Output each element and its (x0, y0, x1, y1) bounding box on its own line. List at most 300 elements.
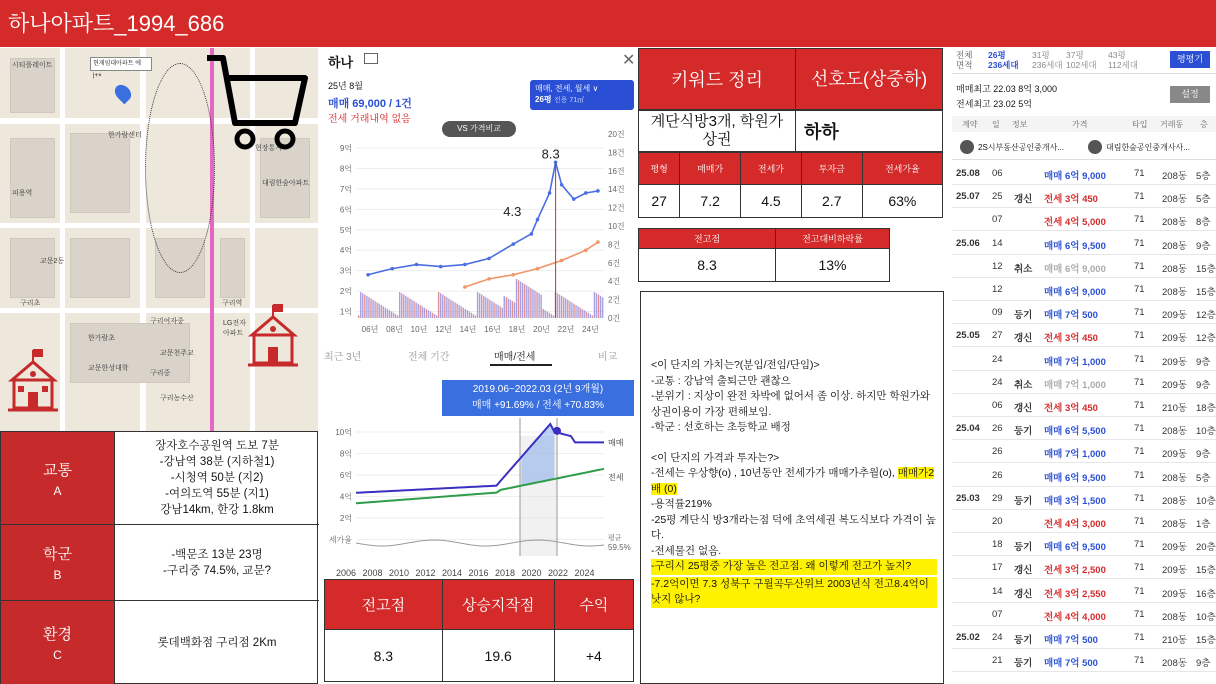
cell-d: 26 (992, 469, 1003, 481)
cell-b: 209동 (1162, 379, 1188, 391)
data-point (596, 189, 600, 193)
cell-d: 27 (992, 330, 1003, 342)
volume-bar (495, 304, 496, 318)
location-table (0, 431, 318, 684)
growth-tooltip: 2019.06~2022.03 (2년 9개월) 매매 +91.69% / 전세 +70.83% (442, 380, 634, 416)
row-detail: 장자호수공원역 도보 7분 -강남역 38분 (지하철1) -시청역 50분 (지2) -여의도역 55분 (지1) 강남14km, 한강 1.8km (114, 432, 319, 524)
cell-p: 전세 3억 450 (1044, 194, 1098, 206)
volume-bar (391, 312, 392, 319)
data-point (415, 263, 419, 267)
volume-bar (383, 306, 384, 318)
cell-i: 등기 (1014, 635, 1033, 646)
volume-bar (374, 301, 375, 318)
table-row[interactable] (952, 417, 1216, 440)
map-label: 교문한성대학 (88, 365, 129, 372)
note-line: -전세는 우상향(o) , 10년동안 전세가가 매매가추월(o), 매매가2배 (0) (651, 467, 935, 495)
cell-b: 208동 (1162, 658, 1188, 670)
cell-d: 06 (992, 400, 1003, 411)
cell-f: 5층 (1196, 194, 1211, 206)
x-tick-label: 2008 (362, 568, 383, 578)
y2-tick-label: 14건 (608, 185, 625, 195)
volume-bar (551, 314, 552, 318)
volume-bar (461, 306, 462, 318)
cell-f: 9층 (1196, 449, 1211, 461)
table-row[interactable] (952, 324, 1216, 347)
y2-tick-label: 2건 (608, 295, 621, 305)
cell-m: 25.03 (956, 492, 980, 504)
volume-bar (586, 312, 587, 319)
cell-i: 취소 (1014, 263, 1033, 275)
volume-bar (518, 280, 519, 318)
x-tick-label: 2022 (547, 568, 569, 578)
volume-bar (368, 297, 369, 318)
cell-f: 18층 (1196, 403, 1216, 414)
cell-f: 5층 (1196, 472, 1211, 484)
x-tick-label: 12년 (435, 325, 452, 334)
volume-bar (565, 299, 566, 319)
map-icon[interactable] (364, 53, 378, 64)
cell-t: 71 (1134, 608, 1145, 620)
volume-bar (538, 293, 539, 318)
area-tab[interactable]: 31평 236세대 (1032, 50, 1063, 70)
data-point (366, 273, 370, 277)
volume-bar (579, 308, 580, 318)
volume-bar (532, 289, 533, 318)
cell-d: 20 (992, 516, 1003, 527)
x-tick-label: 2012 (415, 568, 436, 578)
cell-b: 209동 (1162, 565, 1188, 577)
row-head: 교통 A (1, 432, 114, 524)
cell-i: 갱신 (1014, 194, 1033, 206)
map-pin-icon[interactable] (112, 82, 135, 105)
volume-bar (540, 295, 541, 318)
row-detail: -백문조 13분 23명 -구리중 74.5%, 교문? (114, 525, 319, 600)
cell-d: 24 (992, 632, 1003, 643)
volume-bar (563, 297, 564, 318)
table-row[interactable] (952, 533, 1216, 556)
volume-bar (471, 313, 472, 318)
table-row[interactable] (952, 440, 1216, 463)
area-tab-active[interactable]: 26평 236세대 (988, 50, 1019, 70)
row-head: 환경 C (1, 601, 114, 684)
cell-b: 209동 (1162, 310, 1188, 322)
y2-tick-label: 18건 (608, 148, 625, 158)
peak-header: 전고점 (639, 229, 776, 249)
table-row[interactable] (952, 185, 1216, 208)
row-head: 학군 B (1, 525, 114, 600)
volume-bar (575, 305, 576, 318)
y-tick-label: 5억 (339, 225, 352, 235)
cell-d: 17 (992, 562, 1003, 574)
volume-bar (454, 302, 455, 318)
table-row[interactable] (952, 603, 1216, 626)
volume-bar (516, 279, 517, 318)
volume-bar (442, 295, 443, 318)
stat-header: 전세가 (741, 153, 802, 185)
stats-table (638, 152, 943, 218)
returns-table (324, 579, 634, 682)
cell-b: 210동 (1162, 635, 1188, 646)
volume-bar (397, 315, 398, 318)
y-tick-label: 8억 (339, 164, 352, 174)
area-tabs (952, 48, 1216, 74)
volume-bar (506, 297, 507, 318)
cell-f: 15층 (1196, 287, 1216, 298)
volume-bar (407, 297, 408, 318)
volume-bar (385, 308, 386, 318)
x-tick-label: 06년 (361, 325, 379, 334)
cell-f: 10층 (1196, 426, 1216, 438)
tab-all-period[interactable]: 전체 기간 (408, 352, 450, 363)
data-point (548, 191, 552, 195)
volume-bar (405, 296, 406, 318)
volume-bar (417, 304, 418, 318)
jeonse-summary: 전세 거래내역 없음 (328, 114, 411, 125)
ratio-line (356, 540, 604, 546)
x-tick-label: 24년 (582, 325, 599, 334)
volume-bar (479, 293, 480, 318)
cell-p: 매매 6억 5,500 (1044, 426, 1106, 438)
volume-bar (467, 310, 468, 318)
series-line-sale (368, 162, 598, 274)
cell-p: 매매 7억 500 (1044, 310, 1098, 322)
volume-bar (403, 295, 404, 318)
volume-bar (446, 297, 447, 318)
cell-i: 갱신 (1014, 565, 1033, 577)
note-line: -25평 계단식 방3개라는점 덕에 초역세권 복도식보다 가격이 높다. (651, 513, 936, 541)
data-point (584, 191, 588, 195)
cell-m: 25.02 (956, 632, 980, 643)
cell-b: 208동 (1162, 263, 1188, 275)
ratio-value: 59.5% (608, 543, 631, 552)
y2-tick-label: 6건 (608, 258, 621, 268)
y-tick-label: 4억 (339, 492, 352, 502)
cell-p: 전세 3억 2,550 (1044, 588, 1106, 600)
legend-jeonse: 전세 (608, 473, 624, 483)
filter-button[interactable]: 평평기 (1170, 51, 1210, 68)
map-label: 대림한숲아파트 (262, 180, 310, 187)
cell-d: 12 (992, 284, 1003, 295)
data-point (584, 248, 588, 252)
volume-bar (393, 313, 394, 318)
peak-header: 전고대비하락률 (776, 229, 890, 249)
row-detail: 롯데백화점 구리점 2Km (114, 601, 319, 684)
stat-value: 63% (862, 185, 942, 218)
cell-d: 18 (992, 539, 1003, 551)
volume-bar (362, 293, 363, 318)
table-row[interactable] (952, 464, 1216, 487)
table-row[interactable] (952, 301, 1216, 324)
volume-bar (395, 314, 396, 318)
tab-sale-jeonse[interactable]: 매매/전세 (494, 352, 536, 363)
volume-bar (592, 315, 593, 318)
note-line: -분위기 : 지상이 완전 차박에 없어서 좀 이상. 하지만 학원가와상권이용이 가장 편해보임. (651, 390, 931, 418)
volume-bar (567, 300, 568, 318)
table-row[interactable] (952, 394, 1216, 417)
data-point (511, 242, 515, 246)
volume-bar (420, 305, 421, 318)
cell-t: 71 (1134, 168, 1145, 179)
volume-bar (553, 315, 554, 318)
map-view[interactable] (0, 48, 318, 431)
tab-recent-3y[interactable]: 최근 3년 (324, 352, 362, 363)
cell-p: 전세 4억 3,000 (1044, 519, 1106, 530)
price-chart-panel (320, 48, 638, 373)
type-selector[interactable]: 매매, 전세, 월세 ∨ 26평 전용 71㎡ (530, 80, 634, 110)
volume-bar (387, 309, 388, 318)
cell-b: 210동 (1162, 403, 1188, 414)
table-row[interactable] (952, 487, 1216, 510)
table-row[interactable] (952, 371, 1216, 394)
table-row[interactable] (952, 208, 1216, 231)
volume-bar (536, 292, 537, 318)
area-tab[interactable]: 43평 112세대 (1108, 50, 1138, 70)
gain-area (521, 424, 554, 486)
volume-bar (577, 306, 578, 318)
y-tick-label: 세가율 (328, 535, 352, 545)
agent-name[interactable]: 대림한숲공인중개사사... (1106, 143, 1190, 152)
data-point (536, 267, 540, 271)
school-icon (248, 303, 298, 371)
cell-p: 매매 7억 1,000 (1044, 449, 1106, 461)
cell-f: 15층 (1196, 565, 1216, 577)
volume-bar (415, 302, 416, 318)
keyword-header (638, 48, 943, 110)
preference-title: 선호도(상중하) (796, 49, 943, 110)
cell-f: 8층 (1196, 217, 1211, 229)
cell-t: 71 (1134, 330, 1145, 342)
cell-t: 71 (1134, 353, 1145, 365)
volume-bar (424, 308, 425, 318)
cell-d: 25 (992, 191, 1003, 203)
volume-bar (483, 296, 484, 318)
map-label: LG전자 (223, 320, 246, 327)
volume-bar (440, 293, 441, 318)
cell-t: 71 (1134, 539, 1145, 551)
y-tick-label: 10억 (335, 428, 352, 437)
x-tick-label: 2024 (574, 568, 595, 578)
peak-value: 8.3 (639, 249, 776, 282)
cell-t: 71 (1134, 562, 1145, 574)
cell-f: 15층 (1196, 263, 1216, 275)
volume-bar (557, 293, 558, 318)
cell-d: 14 (992, 585, 1003, 597)
data-point (530, 232, 534, 236)
volume-bar (379, 304, 380, 318)
data-point (390, 267, 394, 271)
stat-value: 2.7 (801, 185, 862, 218)
low-label: 4.3 (503, 204, 522, 220)
cell-t: 71 (1134, 307, 1145, 319)
cell-p: 전세 3억 450 (1044, 403, 1098, 414)
volume-bar (499, 306, 500, 318)
cell-i: 등기 (1014, 495, 1033, 507)
price-history-chart (320, 126, 638, 344)
y-tick-label: 4억 (339, 246, 352, 256)
y-tick-label: 2억 (339, 287, 352, 297)
data-point (596, 240, 600, 244)
returns-value: 8.3 (325, 630, 443, 682)
compare-button[interactable]: VS 가격비교 (442, 121, 516, 137)
volume-bar (489, 300, 490, 318)
volume-bar (559, 295, 560, 318)
table-row[interactable] (952, 278, 1216, 301)
area-tab[interactable]: 37평 102세대 (1066, 50, 1097, 70)
cell-t: 71 (1134, 446, 1145, 458)
stat-header: 매매가 (680, 153, 741, 185)
table-row[interactable] (952, 232, 1216, 255)
notes-panel (640, 291, 944, 684)
volume-bar (458, 305, 459, 318)
x-tick-label: 2020 (521, 568, 542, 578)
volume-bar (409, 299, 410, 319)
peak-value: 13% (776, 249, 890, 282)
note-highlight: -구리시 25평중 가장 높은 전고점. 왜 이렇게 전고가 높지? (651, 559, 937, 575)
map-label: 구리초 (20, 300, 41, 307)
returns-header: 전고점 (325, 580, 443, 630)
volume-bar (389, 310, 390, 318)
series-line-jeonse (465, 242, 598, 287)
cell-p: 전세 4억 5,000 (1044, 217, 1106, 229)
y-tick-label: 7억 (339, 184, 352, 194)
table-row (1, 600, 319, 684)
volume-bar (510, 300, 511, 318)
volume-bar (411, 300, 412, 318)
cell-d: 26 (992, 423, 1003, 435)
data-point (463, 285, 467, 289)
volume-bar (491, 301, 492, 318)
cell-d: 07 (992, 214, 1003, 226)
y2-tick-label: 4건 (608, 277, 621, 287)
data-point (511, 273, 515, 277)
cell-t: 71 (1134, 284, 1145, 295)
y-tick-label: 6억 (339, 205, 352, 215)
cell-f: 9층 (1196, 379, 1211, 391)
volume-bar (364, 295, 365, 318)
y2-tick-label: 8건 (608, 240, 621, 250)
cell-b: 208동 (1162, 287, 1188, 298)
volume-bar (456, 304, 457, 318)
volume-bar (487, 299, 488, 319)
volume-bar (588, 313, 589, 318)
data-point (463, 263, 467, 267)
list-columns: 계약 일 정보 가격 타입 거래동 층 (952, 116, 1216, 132)
table-row (1, 432, 319, 524)
cell-p: 매매 7억 1,000 (1044, 356, 1106, 368)
volume-bar (571, 302, 572, 318)
table-row[interactable] (952, 649, 1216, 672)
table-row[interactable] (952, 556, 1216, 579)
cell-f: 12층 (1196, 333, 1216, 345)
peak-point (553, 427, 561, 435)
map-label: 아파트 (223, 330, 244, 337)
sale-summary: 매매 69,000 / 1건 (328, 98, 412, 110)
volume-bar (401, 293, 402, 318)
volume-bar (463, 308, 464, 318)
volume-bar (358, 315, 359, 318)
area-tab[interactable]: 전체 면적 (956, 50, 973, 70)
y2-tick-label: 12건 (608, 203, 625, 213)
cell-m: 25.08 (956, 168, 980, 179)
volume-bar (545, 310, 546, 318)
cell-t: 71 (1134, 237, 1145, 249)
complex-name: 하나 (328, 55, 354, 70)
y-tick-label: 6억 (339, 471, 352, 480)
map-label: 구리여자중 (150, 318, 184, 325)
volume-bar (473, 314, 474, 318)
volume-bar (594, 292, 595, 318)
notes-heading: <이 단지의 가치는?(분임/전임/단임)> (651, 359, 820, 371)
month-label: 25년 8월 (328, 81, 363, 91)
volume-bar (504, 296, 505, 318)
x-tick-label: 14년 (459, 325, 477, 334)
x-tick-label: 18년 (508, 325, 526, 334)
volume-bar (543, 309, 544, 318)
cell-b: 209동 (1162, 356, 1188, 368)
cell-i: 등기 (1014, 310, 1033, 322)
close-icon[interactable]: ✕ (622, 52, 636, 69)
cell-p: 매매 6억 9,500 (1044, 542, 1106, 554)
cell-b: 208동 (1162, 611, 1188, 623)
cell-p: 매매 7억 500 (1044, 635, 1098, 646)
cell-d: 14 (992, 237, 1003, 249)
returns-header: 상승지작점 (442, 580, 554, 630)
tab-compare[interactable]: 비교 (598, 352, 618, 363)
volume-bar (596, 293, 597, 318)
volume-bar (512, 301, 513, 318)
map-search-box[interactable]: 현재임대아파트 에 |+× (90, 57, 152, 71)
map-label: 구리농수산 (160, 395, 194, 402)
transaction-list (952, 48, 1216, 684)
returns-value: +4 (554, 630, 633, 682)
table-row[interactable] (952, 626, 1216, 649)
cell-p: 전세 3억 450 (1044, 333, 1098, 345)
cell-t: 71 (1134, 191, 1145, 203)
stat-value: 27 (639, 185, 680, 218)
agent-name[interactable]: 2S시부동산공인중개사... (978, 143, 1065, 152)
table-row[interactable] (952, 162, 1216, 185)
map-label: 시티플레이트 (12, 62, 53, 69)
cell-f: 9층 (1196, 356, 1211, 368)
table-row[interactable] (952, 510, 1216, 533)
avatar (1088, 140, 1102, 154)
x-tick-label: 20년 (533, 325, 550, 334)
period-tabs (320, 344, 638, 366)
series-line-sale (356, 424, 604, 493)
volume-bar (450, 300, 451, 318)
stat-header: 전세가율 (862, 153, 942, 185)
cell-d: 24 (992, 353, 1003, 365)
cell-t: 71 (1134, 585, 1145, 597)
cell-p: 매매 6억 9,000 (1044, 171, 1106, 182)
volume-bar (493, 302, 494, 318)
cell-t: 71 (1134, 400, 1145, 411)
cell-p: 매매 6억 9,500 (1044, 240, 1106, 252)
table-row[interactable] (952, 580, 1216, 603)
setting-button[interactable]: 설정 (1170, 86, 1210, 103)
table-row[interactable] (952, 348, 1216, 371)
cell-f: 1층 (1196, 519, 1211, 530)
volume-bar (376, 302, 377, 318)
agent-bar (952, 134, 1216, 160)
table-row[interactable] (952, 255, 1216, 278)
stat-header: 투자금 (801, 153, 862, 185)
cell-b: 208동 (1162, 519, 1188, 530)
cell-f: 15층 (1196, 635, 1216, 646)
volume-bar (497, 305, 498, 318)
keywords: 계단식방3개, 학원가상권 (639, 111, 796, 152)
stat-value: 4.5 (741, 185, 802, 218)
